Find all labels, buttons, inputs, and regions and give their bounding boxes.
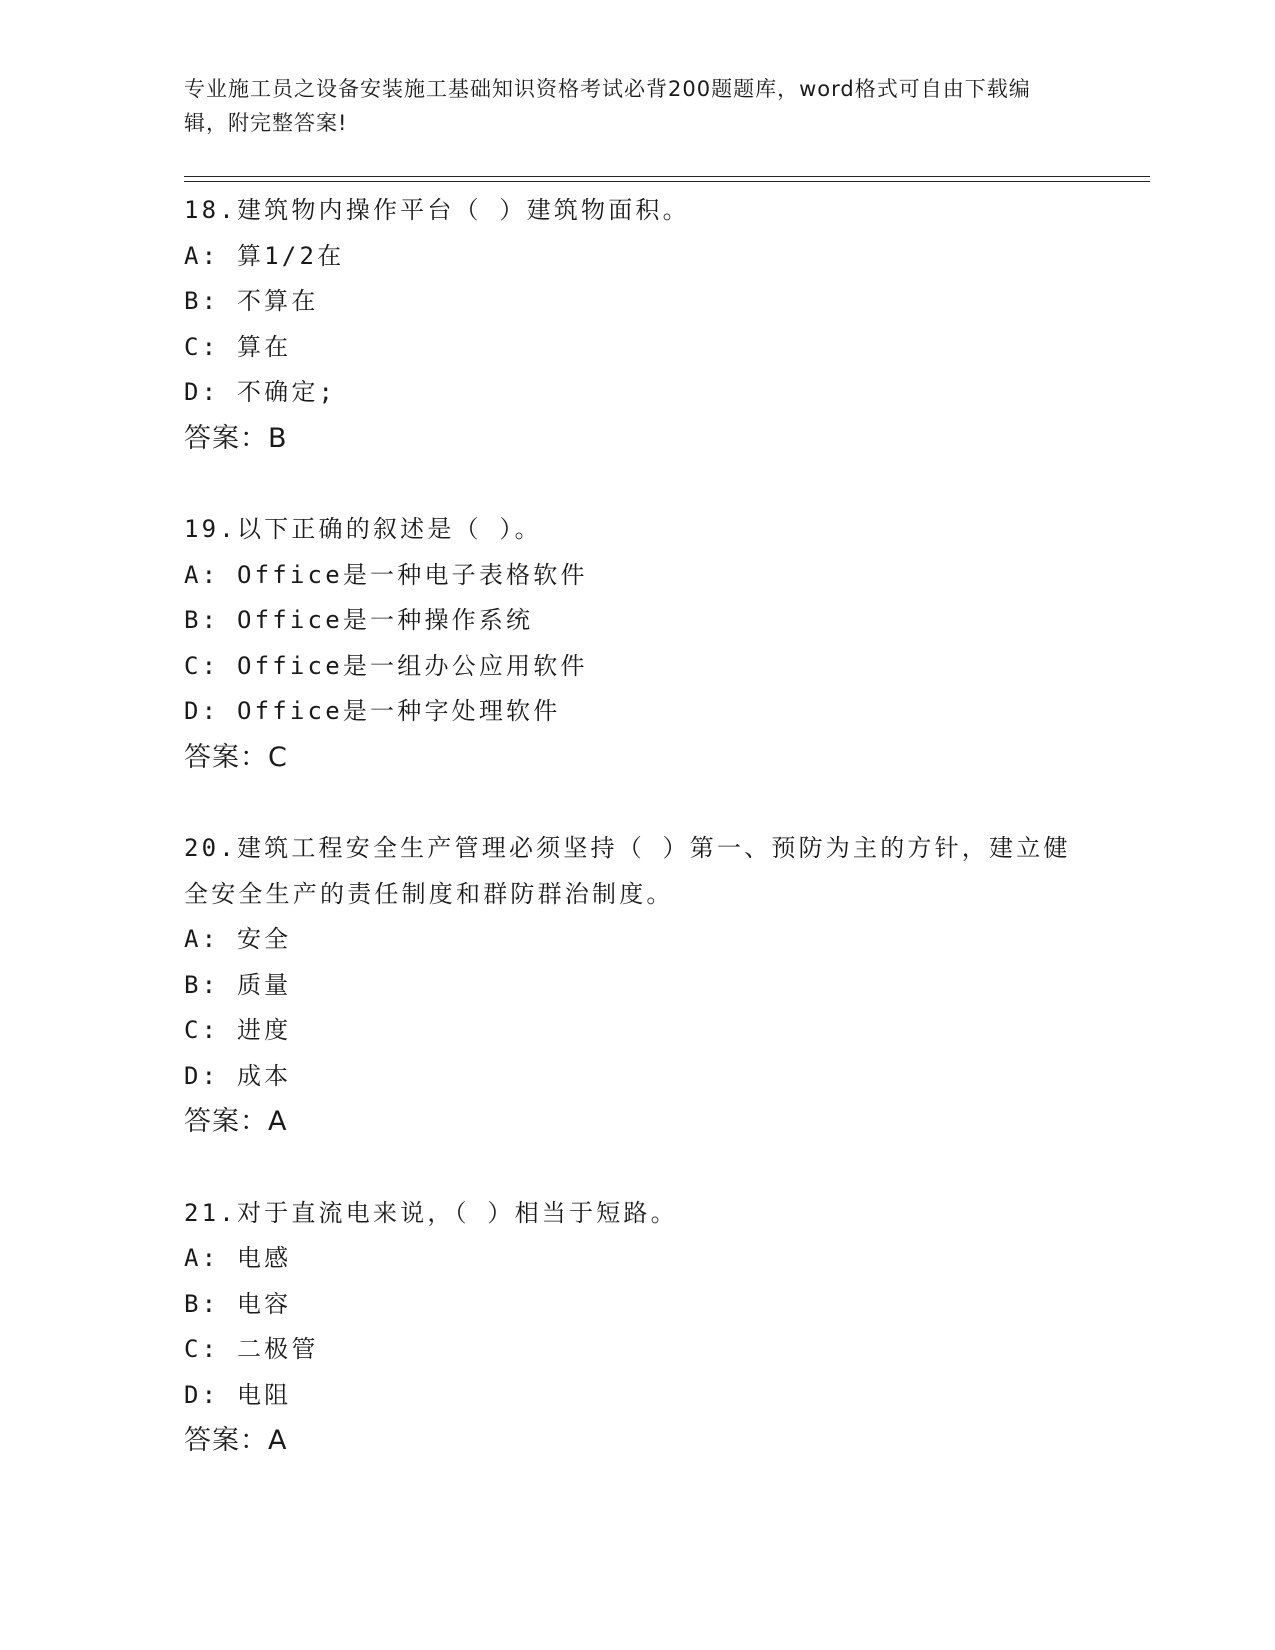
question-list	[184, 188, 1084, 1464]
question-21	[184, 1191, 1084, 1464]
option-a: A: 安全	[184, 925, 292, 953]
option-c: C: 算在	[184, 332, 292, 361]
header-rule-bottom	[184, 181, 1150, 182]
option-a: A: 电感	[184, 1244, 292, 1272]
question-stem: 18.建筑物内操作平台（ ）建筑物面积。	[184, 196, 690, 224]
option-d: D: 成本	[184, 1061, 292, 1090]
option-c: C: Office是一组办公应用软件	[184, 651, 588, 680]
question-stem: 19.以下正确的叙述是（ ）。	[184, 515, 542, 543]
answer: 答案：B	[184, 422, 288, 454]
answer: 答案：A	[184, 1425, 288, 1456]
question-19	[184, 507, 1084, 780]
answer: 答案：C	[184, 741, 288, 773]
question-stem: 20.建筑工程安全生产管理必须坚持（ ）第一、预防为主的方针，建立健全安全生产的责任制度和群防群治制度。	[184, 834, 1071, 908]
header-text: 专业施工员之设备安装施工基础知识资格考试必背200题题库，word格式可自由下载编辑，附完整答案!	[184, 77, 1031, 135]
option-d: D: 电阻	[184, 1380, 292, 1409]
header-rule-top	[184, 176, 1150, 177]
option-b: B: 不算在	[184, 287, 319, 315]
question-20	[184, 826, 1084, 1145]
option-a: A: Office是一种电子表格软件	[184, 560, 588, 589]
spacer	[184, 461, 1084, 507]
document-header	[184, 72, 1064, 140]
option-c: C: 进度	[184, 1016, 292, 1044]
option-b: B: Office是一种操作系统	[184, 606, 534, 634]
option-b: B: 质量	[184, 970, 292, 999]
spacer	[184, 780, 1084, 826]
option-a: A: 算1/2在	[184, 241, 345, 270]
spacer	[184, 1145, 1084, 1191]
option-d: D: 不确定;	[184, 378, 337, 406]
option-d: D: Office是一种字处理软件	[184, 697, 561, 725]
answer: 答案：A	[184, 1106, 288, 1137]
question-18	[184, 188, 1084, 461]
option-b: B: 电容	[184, 1289, 292, 1318]
option-c: C: 二极管	[184, 1335, 319, 1363]
question-stem: 21.对于直流电来说，（ ）相当于短路。	[184, 1198, 678, 1227]
